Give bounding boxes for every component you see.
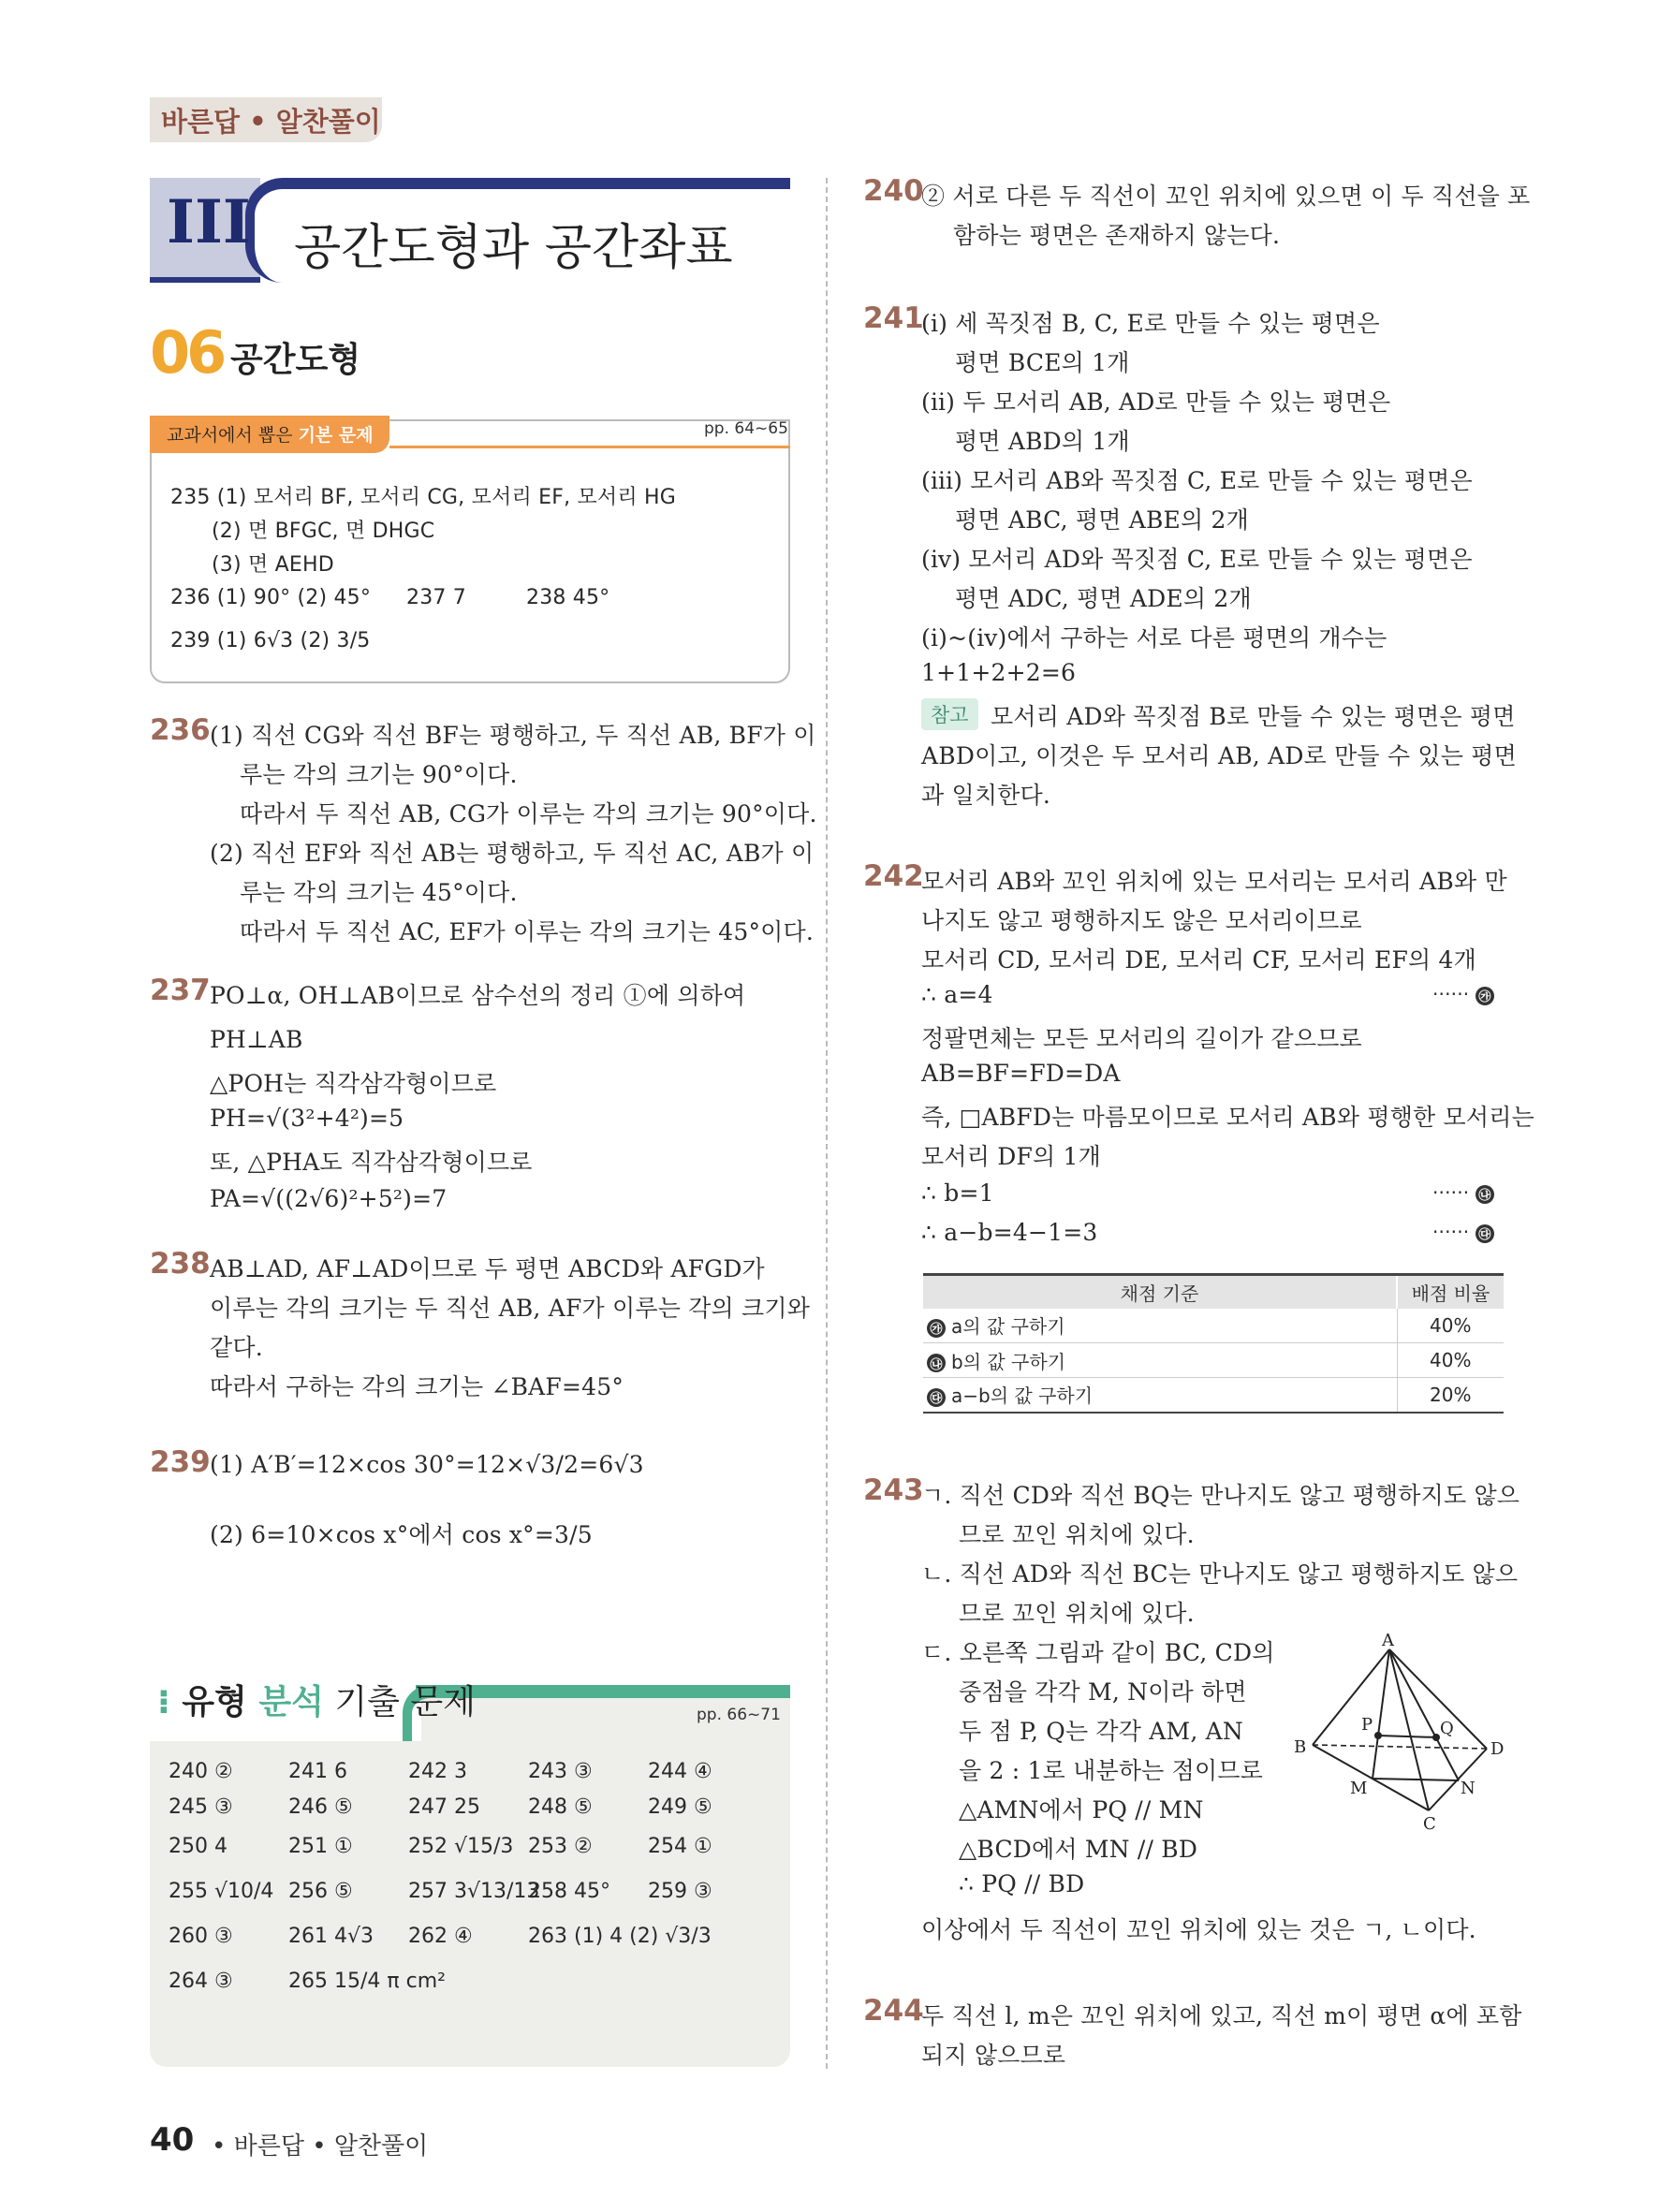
- solution-243-line: △BCD에서 MN // BD: [959, 1836, 1198, 1863]
- basic-tab: [150, 416, 389, 453]
- type-answer-cell: 240 ②: [169, 1760, 233, 1783]
- solution-237-number: 237: [150, 974, 211, 1007]
- type-answer-cell: 259 ③: [648, 1880, 712, 1903]
- type-answer-grid: [169, 1760, 777, 2041]
- score-row: [923, 1343, 1504, 1378]
- solution-244-line: 되지 않으므로: [921, 2042, 1066, 2069]
- solution-244-line: 두 직선 l, m은 꼬인 위치에 있고, 직선 m이 평면 α에 포함: [921, 2002, 1522, 2029]
- solution-242-line: AB=BF=FD=DA: [921, 1060, 1121, 1087]
- solution-236-line: (2) 직선 EF와 직선 AB는 평행하고, 두 직선 AC, AB가 이: [210, 840, 815, 867]
- solution-243-line: ㄴ. 직선 AD와 직선 BC는 만나지도 않고 평행하지도 않으: [921, 1560, 1519, 1588]
- marker: ㉯: [1475, 1185, 1494, 1204]
- step-marker-3: [1432, 1221, 1494, 1243]
- solution-241-line: (ⅱ) 두 모서리 AB, AD로 만들 수 있는 평면은: [921, 388, 1391, 416]
- type-answer-cell: 241 6: [288, 1760, 347, 1783]
- solution-241-line: (ⅳ) 모서리 AD와 꼭짓점 C, E로 만들 수 있는 평면은: [921, 546, 1473, 573]
- solution-240-number: 240: [863, 174, 924, 208]
- solution-242-line: ∴ a=4: [921, 981, 993, 1008]
- solution-237-line: △POH는 직각삼각형이므로: [210, 1070, 497, 1097]
- solution-239-line: (1) A′B′=12×cos 30°=12×√3/2=6√3: [210, 1451, 644, 1478]
- tetrahedron-figure: [1292, 1633, 1507, 1831]
- solution-242-line: 모서리 AB와 꼬인 위치에 있는 모서리는 모서리 AB와 만: [921, 868, 1507, 895]
- solution-242-line: ∴ b=1: [921, 1179, 994, 1207]
- solution-241-line: 모서리 AD와 꼭짓점 B로 만들 수 있는 평면은 평면: [991, 703, 1516, 730]
- solution-238-number: 238: [150, 1247, 211, 1281]
- type-answer-cell: 251 ①: [288, 1835, 353, 1858]
- type-answer-cell: 264 ③: [169, 1970, 233, 1993]
- solution-243-line: △AMN에서 PQ // MN: [959, 1796, 1204, 1824]
- label-D: D: [1490, 1739, 1505, 1759]
- reference-tag: 참고: [921, 698, 978, 730]
- type-title-a: 유형: [182, 1683, 259, 1721]
- solution-236-line: 루는 각의 크기는 45°이다.: [240, 879, 518, 906]
- type-answer-cell: 255 √10/4: [169, 1880, 274, 1903]
- type-answer-cell: 258 45°: [528, 1880, 610, 1903]
- solution-241-line: 평면 ABC, 평면 ABE의 2개: [955, 506, 1249, 534]
- score-criteria-text: a−b의 값 구하기: [951, 1384, 1094, 1408]
- solution-243-line: 므로 꼬인 위치에 있다.: [959, 1600, 1195, 1627]
- score-header-criteria: 채점 기준: [923, 1275, 1397, 1309]
- chapter-title: 공간도형과 공간좌표: [294, 220, 733, 276]
- label-M: M: [1350, 1779, 1368, 1798]
- solution-244-number: 244: [863, 1994, 924, 2028]
- solution-241-line: ABD이고, 이것은 두 모서리 AB, AD로 만들 수 있는 평면: [921, 742, 1517, 769]
- solution-242-line: ∴ a−b=4−1=3: [921, 1219, 1098, 1246]
- answer-238: 238 45°: [526, 586, 610, 609]
- page-number: 40: [150, 2121, 195, 2159]
- chapter-roman: III: [167, 187, 251, 257]
- type-answer-cell: 248 ⑤: [528, 1795, 593, 1819]
- answer-235-2: (2) 면 BFGC, 면 DHGC: [212, 520, 435, 543]
- solution-238-line: 따라서 구하는 각의 크기는 ∠BAF=45°: [210, 1373, 624, 1400]
- solution-241-line: 1+1+2+2=6: [921, 659, 1077, 686]
- score-criteria: [923, 1343, 1397, 1378]
- label-C: C: [1423, 1814, 1436, 1831]
- score-criteria-text: a의 값 구하기: [951, 1315, 1065, 1339]
- basic-tab-prefix: 교과서에서 뽑은: [167, 425, 299, 446]
- type-answer-cell: 261 4√3: [288, 1925, 374, 1948]
- basic-tab-highlight: 기본 문제: [298, 425, 374, 446]
- marker: ㉰: [1475, 1224, 1494, 1243]
- type-answer-cell: 265 15/4 π cm²: [288, 1970, 446, 1993]
- type-answer-cell: 249 ⑤: [648, 1795, 712, 1819]
- score-header-ratio: 배점 비율: [1397, 1275, 1504, 1309]
- type-title-b: 분석: [258, 1683, 324, 1721]
- solution-236-number: 236: [150, 713, 211, 747]
- solution-239-number: 239: [150, 1445, 211, 1479]
- solution-237-line: PH⊥AB: [210, 1026, 303, 1053]
- solution-241-line: 평면 BCE의 1개: [955, 349, 1130, 376]
- solution-241-line: 평면 ABD의 1개: [955, 428, 1130, 455]
- solution-240-line: ② 서로 다른 두 직선이 꼬인 위치에 있으면 이 두 직선을 포: [921, 183, 1531, 210]
- solution-241-line: 과 일치한다.: [921, 782, 1051, 809]
- solution-243-line: 이상에서 두 직선이 꼬인 위치에 있는 것은 ㄱ, ㄴ이다.: [921, 1916, 1476, 1943]
- label-Q: Q: [1440, 1719, 1454, 1738]
- dots: ······: [1432, 1221, 1470, 1243]
- solution-237-line: PA=√((2√6)²+5²)=7: [210, 1185, 448, 1212]
- basic-rule: [389, 446, 790, 448]
- solution-238-line: AB⊥AD, AF⊥AD이므로 두 평면 ABCD와 AFGD가: [210, 1255, 765, 1282]
- type-answer-cell: 246 ⑤: [288, 1795, 353, 1819]
- label-N: N: [1461, 1779, 1475, 1798]
- label-B: B: [1294, 1737, 1307, 1757]
- solution-241-line: 평면 ADC, 평면 ADE의 2개: [955, 585, 1252, 612]
- type-answer-cell: 250 4: [169, 1835, 228, 1858]
- score-criteria-text: b의 값 구하기: [951, 1350, 1066, 1373]
- type-answer-cell: 263 (1) 4 (2) √3/3: [528, 1925, 712, 1948]
- solution-242-line: 모서리 DF의 1개: [921, 1143, 1101, 1170]
- type-answer-cell: 254 ①: [648, 1835, 712, 1858]
- answer-237: 237 7: [406, 586, 466, 609]
- page-footer-label: • 바른답 • 알찬풀이: [212, 2132, 429, 2161]
- score-row: [923, 1378, 1504, 1413]
- score-marker: ㉰: [927, 1388, 946, 1407]
- solution-243-line: ㄷ. 오른쪽 그림과 같이 BC, CD의: [921, 1639, 1275, 1666]
- header-tag: [150, 97, 382, 142]
- solution-241-line: (ⅰ)~(ⅳ)에서 구하는 서로 다른 평면의 개수는: [921, 624, 1387, 652]
- solution-243-line: ∴ PQ // BD: [959, 1870, 1085, 1897]
- label-A: A: [1382, 1633, 1394, 1650]
- solution-242-line: 나지도 않고 평행하지도 않은 모서리이므로: [921, 907, 1362, 934]
- dots: ······: [1432, 1181, 1470, 1204]
- solution-237-line: PH=√(3²+4²)=5: [210, 1105, 404, 1132]
- type-pages: pp. 66~71: [697, 1706, 781, 1724]
- solution-241-line: (ⅲ) 모서리 AB와 꼭짓점 C, E로 만들 수 있는 평면은: [921, 467, 1473, 494]
- solution-237-line: 또, △PHA도 직각삼각형이므로: [210, 1149, 533, 1176]
- solution-236-line: (1) 직선 CG와 직선 BF는 평행하고, 두 직선 AB, BF가 이: [210, 722, 816, 749]
- type-title-c: 기출 문제: [323, 1683, 476, 1721]
- solution-242-line: 즉, □ABFD는 마름모이므로 모서리 AB와 평행한 모서리는: [921, 1104, 1534, 1131]
- solution-240-line: 함하는 평면은 존재하지 않는다.: [953, 222, 1281, 249]
- type-answer-cell: 262 ④: [408, 1925, 473, 1948]
- solution-242-number: 242: [863, 859, 924, 893]
- header-label: 바른답 • 알찬풀이: [161, 106, 381, 138]
- scoring-table: [923, 1273, 1504, 1414]
- type-answer-cell: 257 3√13/13: [408, 1880, 540, 1903]
- type-answer-cell: 247 25: [408, 1795, 480, 1819]
- answer-235-1: 235 (1) 모서리 BF, 모서리 CG, 모서리 EF, 모서리 HG: [170, 486, 676, 509]
- type-answer-cell: 256 ⑤: [288, 1880, 353, 1903]
- score-ratio: 40%: [1397, 1309, 1504, 1343]
- score-marker: ㉮: [927, 1319, 946, 1338]
- marker: ㉮: [1475, 987, 1494, 1005]
- solution-236-line: 루는 각의 크기는 90°이다.: [240, 761, 518, 788]
- type-answer-cell: 260 ③: [169, 1925, 233, 1948]
- solution-238-line: 이루는 각의 크기는 두 직선 AB, AF가 이루는 각의 크기와: [210, 1295, 811, 1322]
- type-box-title: ⁝ 유형 분석 기출 문제: [157, 1683, 476, 1721]
- solution-243-line: ㄱ. 직선 CD와 직선 BQ는 만나지도 않고 평행하지도 않으: [921, 1482, 1520, 1509]
- dots: ······: [1432, 983, 1470, 1005]
- score-criteria: [923, 1309, 1397, 1343]
- type-answer-cell: 253 ②: [528, 1835, 593, 1858]
- type-answer-cell: 245 ③: [169, 1795, 233, 1819]
- column-divider: [826, 178, 828, 2069]
- solution-243-line: 므로 꼬인 위치에 있다.: [959, 1521, 1195, 1548]
- solution-238-line: 같다.: [210, 1334, 263, 1361]
- solution-243-line: 중점을 각각 M, N이라 하면: [959, 1678, 1247, 1706]
- basic-pages: pp. 64~65: [704, 419, 788, 438]
- answer-239: 239 (1) 6√3 (2) 3/5: [170, 629, 371, 652]
- answer-235-3: (3) 면 AEHD: [212, 553, 334, 577]
- solution-243-line: 을 2 : 1로 내분하는 점이므로: [959, 1757, 1264, 1784]
- score-criteria: [923, 1378, 1397, 1413]
- step-marker-1: [1432, 983, 1494, 1005]
- type-answer-cell: 243 ③: [528, 1760, 593, 1783]
- solution-241-number: 241: [863, 301, 924, 335]
- score-ratio: 40%: [1397, 1343, 1504, 1378]
- solution-237-line: PO⊥α, OH⊥AB이므로 삼수선의 정리 ①에 의하여: [210, 982, 746, 1009]
- solution-242-line: 정팔면체는 모든 모서리의 길이가 같으므로: [921, 1025, 1362, 1052]
- label-P: P: [1361, 1715, 1373, 1735]
- solution-242-line: 모서리 CD, 모서리 DE, 모서리 CF, 모서리 EF의 4개: [921, 946, 1476, 974]
- solution-236-line: 따라서 두 직선 AB, CG가 이루는 각의 크기는 90°이다.: [240, 800, 817, 828]
- section-number: 06: [150, 318, 224, 387]
- type-answer-cell: 244 ④: [648, 1760, 712, 1783]
- solution-241-line: (ⅰ) 세 꼭짓점 B, C, E로 만들 수 있는 평면은: [921, 310, 1380, 337]
- type-answer-cell: 242 3: [408, 1760, 467, 1783]
- solution-236-line: 따라서 두 직선 AC, EF가 이루는 각의 크기는 45°이다.: [240, 918, 815, 945]
- answer-236: 236 (1) 90° (2) 45°: [170, 586, 372, 609]
- section-title: 공간도형: [230, 341, 361, 379]
- score-marker: ㉯: [927, 1354, 946, 1372]
- type-answer-cell: 252 √15/3: [408, 1835, 514, 1858]
- solution-243-number: 243: [863, 1473, 924, 1507]
- score-row: [923, 1309, 1504, 1343]
- solution-243-line: 두 점 P, Q는 각각 AM, AN: [959, 1718, 1243, 1745]
- step-marker-2: [1432, 1181, 1494, 1204]
- solution-239-line: (2) 6=10×cos x°에서 cos x°=3/5: [210, 1521, 593, 1548]
- score-ratio: 20%: [1397, 1378, 1504, 1413]
